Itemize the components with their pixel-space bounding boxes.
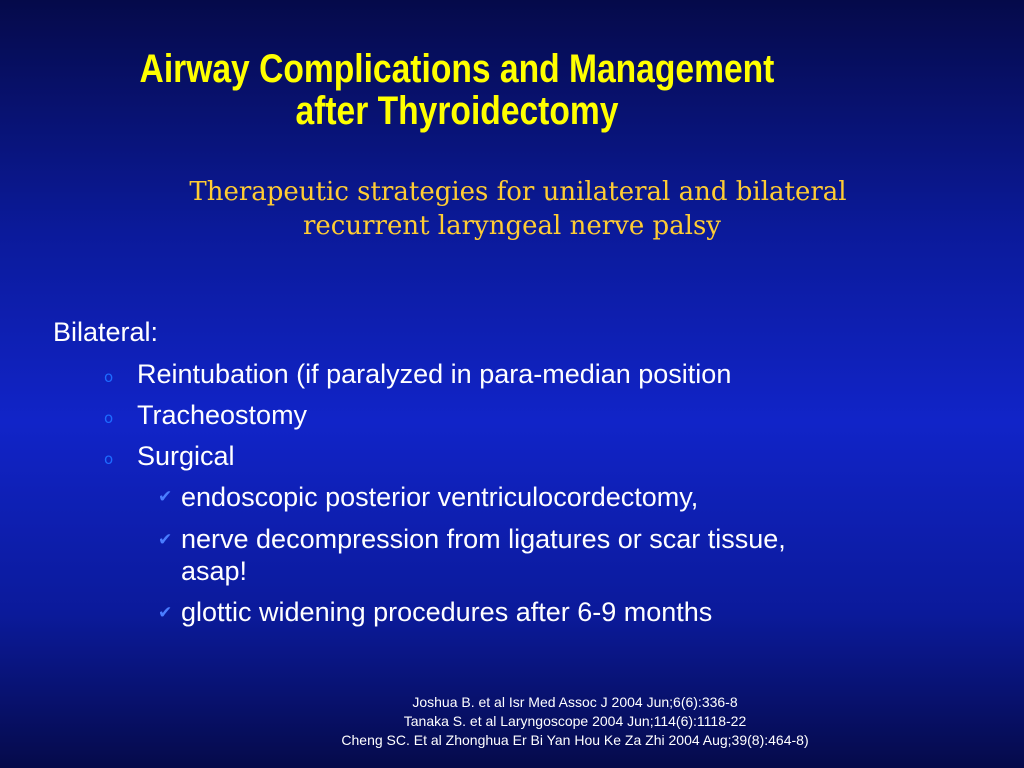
bullet-item-surgical: Surgical (137, 441, 235, 471)
sub-bullet-nerve-decompression: nerve decompression from ligatures or scar tissue, (181, 524, 786, 554)
bullet-marker-icon: o (104, 368, 114, 386)
reference-2: Tanaka S. et al Laryngoscope 2004 Jun;114(6):1118-22 (403, 713, 747, 729)
checkmark-icon: ✔ (158, 530, 173, 550)
checkmark-icon: ✔ (158, 603, 173, 623)
bullet-marker-icon: o (104, 450, 114, 468)
slide-subtitle-line-2: recurrent laryngeal nerve palsy (302, 211, 721, 241)
bullet-item-tracheostomy: Tracheostomy (137, 400, 308, 430)
slide-subtitle-line-1: Therapeutic strategies for unilateral and bilateral (189, 177, 847, 207)
bullet-item-reintubation: Reintubation (if paralyzed in para-median position (137, 359, 732, 389)
slide-title-line-1: Airway Complications and Management (139, 47, 775, 91)
reference-3: Cheng SC. Et al Zhonghua Er Bi Yan Hou Ke Za Zhi 2004 Aug;39(8):464-8) (341, 732, 809, 748)
references (260, 693, 890, 750)
sub-bullet-nerve-decompression-continued: asap! (181, 556, 248, 586)
sub-bullet-ventriculocordectomy: endoscopic posterior ventriculocordectomy, (181, 482, 699, 512)
slide-title-line-2: after Thyroidectomy (295, 89, 619, 133)
checkmark-icon: ✔ (158, 487, 173, 507)
bullet-marker-icon: o (104, 409, 114, 427)
section-label: Bilateral: (53, 317, 159, 347)
sub-bullet-glottic-widening: glottic widening procedures after 6-9 months (181, 597, 713, 627)
reference-1: Joshua B. et al Isr Med Assoc J 2004 Jun;6(6):336-8 (412, 694, 738, 710)
